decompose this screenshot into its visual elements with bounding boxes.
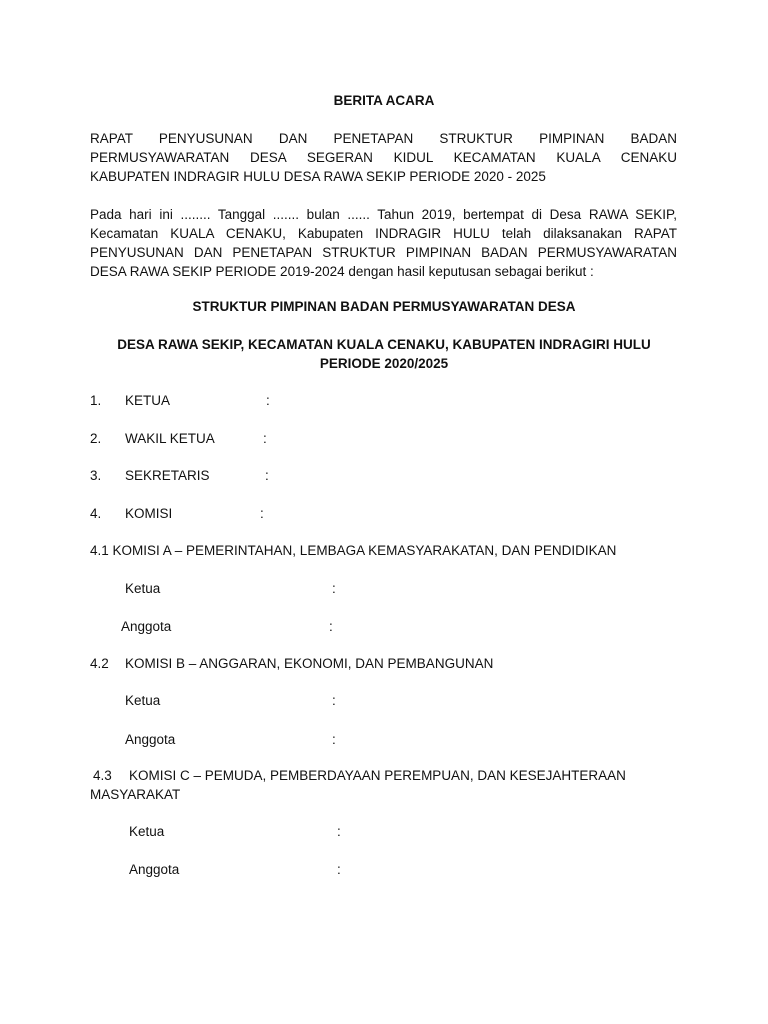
location-subtitle-line1: DESA RAWA SEKIP, KECAMATAN KUALA CENAKU, KABUPATEN INDRAGIRI HULU: [117, 337, 651, 352]
item-label: WAKIL KETUA: [125, 431, 215, 446]
komisi-c-anggota-label: Anggota: [129, 862, 180, 877]
komisi-b-number: 4.2: [90, 656, 109, 671]
location-subtitle-line2: PERIODE 2020/2025: [319, 356, 449, 371]
item-number: 4.: [90, 506, 102, 521]
item-label: SEKRETARIS: [125, 468, 210, 483]
komisi-c-number: 4.3: [93, 768, 112, 783]
paragraph-line: Pada hari ini ........ Tanggal ....... bulan ...... Tahun 2019, bertempat di Desa RAWA SEKIP,: [90, 207, 677, 222]
opening-paragraph: [90, 205, 677, 281]
komisi-c-ketua-label: Ketua: [129, 824, 165, 839]
item-number: 2.: [90, 431, 102, 446]
komisi-a-anggota-colon: :: [329, 619, 333, 634]
intro-heading: [90, 129, 677, 186]
item-colon: :: [265, 468, 269, 483]
komisi-a-heading: 4.1 KOMISI A – PEMERINTAHAN, LEMBAGA KEMASYARAKATAN, DAN PENDIDIKAN: [90, 543, 617, 558]
intro-heading-line: RAPAT PENYUSUNAN DAN PENETAPAN STRUKTUR PIMPINAN BADAN: [90, 131, 677, 146]
item-colon: :: [266, 393, 270, 408]
document-title: BERITA ACARA: [333, 93, 435, 108]
komisi-b-heading: KOMISI B – ANGGARAN, EKONOMI, DAN PEMBANGUNAN: [125, 656, 494, 671]
item-colon: :: [260, 506, 264, 521]
item-label: KOMISI: [125, 506, 173, 521]
komisi-c-heading-line2: MASYARAKAT: [90, 787, 181, 802]
komisi-b-ketua-colon: :: [332, 693, 336, 708]
item-number: 3.: [90, 468, 102, 483]
komisi-c-ketua-colon: :: [337, 824, 341, 839]
item-label: KETUA: [125, 393, 171, 408]
komisi-c-anggota-colon: :: [337, 862, 341, 877]
komisi-b-anggota-label: Anggota: [125, 732, 176, 747]
komisi-a-anggota-label: Anggota: [121, 619, 172, 634]
komisi-b-ketua-label: Ketua: [125, 693, 161, 708]
paragraph-line: DESA RAWA SEKIP PERIODE 2019-2024 dengan hasil keputusan sebagai berikut :: [90, 264, 594, 279]
intro-heading-line: KABUPATEN INDRAGIR HULU DESA RAWA SEKIP PERIODE 2020 - 2025: [90, 169, 546, 184]
komisi-a-ketua-colon: :: [332, 581, 336, 596]
item-colon: :: [263, 431, 267, 446]
paragraph-line: Kecamatan KUALA CENAKU, Kabupaten INDRAGIR HULU telah dilaksanakan RAPAT: [90, 226, 677, 241]
komisi-c-heading-line1: KOMISI C – PEMUDA, PEMBERDAYAAN PEREMPUAN, DAN KESEJAHTERAAN: [129, 768, 626, 783]
komisi-b-anggota-colon: :: [332, 732, 336, 747]
komisi-a-ketua-label: Ketua: [125, 581, 161, 596]
structure-subtitle: STRUKTUR PIMPINAN BADAN PERMUSYAWARATAN DESA: [192, 299, 576, 314]
paragraph-line: PENYUSUNAN DAN PENETAPAN STRUKTUR PIMPINAN BADAN PERMUSYAWARATAN: [90, 245, 677, 260]
item-number: 1.: [90, 393, 102, 408]
intro-heading-line: PERMUSYAWARATAN DESA SEGERAN KIDUL KECAMATAN KUALA CENAKU: [90, 150, 677, 165]
